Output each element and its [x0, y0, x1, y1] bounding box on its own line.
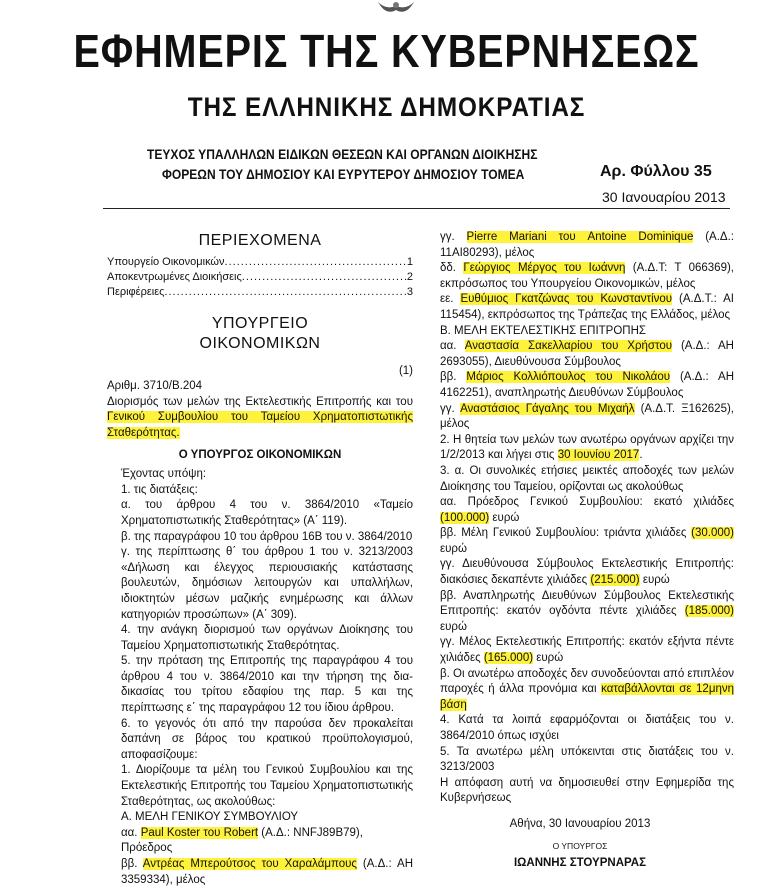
- coat-of-arms-emblem: [376, 0, 416, 16]
- paragraph: 1. Διορίζουμε τα μέλη του Γενικού Συμβουλίου και της Εκτελεστικής Επιτροπής του Ταμείου Χρηματοπιστωτικής Σταθερότητας, ως ακολούθως:: [121, 764, 413, 808]
- left-column: [107, 233, 413, 888]
- paragraph: 5. την πρόταση της Επιτροπής της παραγράφου 4 του άρθρου 4 του ν. 3864/2010 και την τήρηση της δια-δικασίας του τρίτου εδαφίου της παρ. 5 και της περίπτωσης ε΄ της παραγράφου 12 του ίδιου άρθρου.: [121, 655, 413, 715]
- member-entry: γγ. Pierre Mariani του Antoine Dominique (Α.Δ.: 11AI80293), μέλος: [440, 231, 734, 259]
- ministry-line-2: ΟΙΚΟΝΟΜΙΚΩΝ: [199, 334, 321, 352]
- issue-date: 30 Ιανουαρίου 2013: [602, 189, 726, 205]
- toc-leader: [225, 255, 407, 270]
- paragraph: 5. Τα ανωτέρω μέλη υπόκεινται στις διατάξεις του ν. 3213/2003: [440, 745, 734, 774]
- paragraph: Η απόφαση αυτή να δημοσιευθεί στην Εφημερίδα της Κυβερνήσεως: [440, 776, 734, 805]
- salary-entry: αα. Πρόεδρος Γενικού Συμβουλίου: εκατό χιλιάδες (100.000) ευρώ: [440, 496, 734, 524]
- paragraph: β. της παραγράφου 10 του άρθρου 16Β του ν. 3864/2010: [121, 530, 413, 543]
- section-heading: Α. ΜΕΛΗ ΓΕΝΙΚΟΥ ΣΥΜΒΟΥΛΙΟΥ: [121, 811, 299, 824]
- section-heading: Β. ΜΕΛΗ ΕΚΤΕΛΕΣΤΙΚΗΣ ΕΠΙΤΡΟΠΗΣ: [440, 324, 647, 337]
- salary-entry: γγ. Διευθύνουσα Σύμβουλος Εκτελεστικής Επιτροπής: διακόσιες δεκαπέντε χιλιάδες (215.000) ευρώ: [440, 558, 734, 587]
- paragraph: 1. τις διατάξεις:: [121, 483, 198, 496]
- toc-item[interactable]: [107, 270, 413, 285]
- decision-number: (1): [398, 364, 413, 377]
- highlight: Γεώργιος Μέργος του Ιωάννη: [463, 262, 626, 275]
- member-entry: δδ. Γεώργιος Μέργος του Ιωάννη (Α.Δ.Τ: Τ 066369), εκπρόσωπος του Υπουργείου Οικονομικών, μέλος: [440, 262, 735, 290]
- member-entry: γγ. Αναστάσιος Γάγαλης του Μιχαήλ (Α.Δ.Τ. Ξ162625), μέλος: [440, 402, 734, 431]
- member-entry: ββ. Μάριος Κολλιόπουλος του Νικολάου (Α.Δ.: ΑΗ 4162251), αναπληρωτής Διευθύνων Σύμβουλος: [440, 371, 734, 399]
- toc-item-page: 3: [406, 285, 413, 298]
- minister-heading: Ο ΥΠΟΥΡΓΟΣ ΟΙΚΟΝΟΜΙΚΩΝ: [178, 448, 342, 461]
- signature-role: Ο ΥΠΟΥΡΓΟΣ: [552, 840, 608, 851]
- highlight: Pierre Mariani του Antoine Dominique: [466, 231, 694, 243]
- paragraph: 3. α. Οι συνολικές ετήσιες μεικτές αποδοχές των μελών Διοίκησης του Ταμείου, ορίζονται ως ακολούθως: [440, 464, 734, 493]
- highlight: Paul Koster του Robert: [140, 826, 259, 839]
- toc-item[interactable]: [107, 255, 413, 270]
- paragraph: 6. το γεγονός ότι από την παρούσα δεν προκαλείται δαπάνη σε βάρος του κρατικού προϋπολογισμού, αποφασίζουμε:: [121, 717, 413, 761]
- toc-item-label: Υπουργείο Οικονομικών: [107, 255, 225, 268]
- highlight: (100.000): [440, 511, 490, 524]
- toc-item[interactable]: [107, 285, 413, 300]
- salary-entry: ββ. Μέλη Γενικού Συμβουλίου: τριάντα χιλιάδες (30.000) ευρώ: [440, 527, 734, 555]
- paragraph: 4. την ανάγκη διορισμού των οργάνων Διοίκησης του Ταμείου Χρηματοπιστωτικής Σταθερότητας.: [121, 624, 413, 652]
- highlight: (215.000): [590, 574, 640, 587]
- right-column: [426, 230, 734, 872]
- issue-leaf-number: Αρ. Φύλλου 35: [600, 163, 712, 180]
- paragraph: 2. Η θητεία των μελών των ανωτέρω οργάνων αρχίζει την 1/2/2013 και λήγει στις 30 Ιουνίου 2017.: [440, 433, 734, 462]
- toc-item-page: 2: [406, 270, 413, 283]
- salary-entry: γγ. Μέλος Εκτελεστικής Επιτροπής: εκατόν εξήντα πέντε χιλιάδες (165.000) ευρώ: [440, 636, 734, 665]
- toc-leader: [164, 285, 406, 300]
- highlight: Αναστασία Σακελλαρίου του Χρήστου: [464, 340, 673, 353]
- gazette-subtitle: ΤΗΣ ΕΛΛΗΝΙΚΗΣ ΔΗΜΟΚΡΑΤΙΑΣ: [187, 92, 586, 122]
- member-entry: αα. Paul Koster του Robert (Α.Δ.: NNFJ89B79), Πρόεδρος: [121, 826, 363, 855]
- toc-item-page: 1: [406, 255, 413, 268]
- highlight: 30 Ιουνίου 2017: [557, 449, 640, 462]
- ministry-heading: [107, 314, 413, 354]
- toc-heading: ΠΕΡΙΕΧΟΜΕΝΑ: [198, 232, 322, 249]
- ministry-line-1: ΥΠΟΥΡΓΕΙΟ: [211, 314, 309, 332]
- highlight: Γενικού Συμβουλίου του Ταμείου Χρηματοπιστωτικής Σταθερότητας.: [107, 411, 413, 439]
- toc-item-label: Αποκεντρωμένες Διοικήσεις: [107, 270, 242, 283]
- highlight: (165.000): [483, 652, 534, 665]
- decision-subject: Διορισμός των μελών της Εκτελεστικής Επιτροπής και του Γενικού Συμβουλίου του Ταμείου Χρηματοπιστωτικής Σταθερότητας.: [107, 395, 413, 439]
- paragraph: β. Οι ανωτέρω αποδοχές δεν συνοδεύονται από επιπλέον παροχές ή άλλα προνόμια και καταβάλλονται σε 12μηνη βάση: [440, 667, 734, 711]
- gazette-title: ΕΦΗΜΕΡΙΣ ΤΗΣ ΚΥΒΕΡΝΗΣΕΩΣ: [73, 25, 700, 77]
- highlight: καταβάλλονται σε 12μηνη βάση: [440, 683, 734, 711]
- highlight: Ευθύμιος Γκατζώνας του Κωνσταντίνου: [460, 293, 673, 306]
- paragraph: 4. Κατά τα λοιπά εφαρμόζονται οι διατάξεις του ν. 3864/2010 όπως ισχύει: [440, 714, 734, 742]
- having-regard: Έχοντας υπόψη:: [121, 468, 207, 481]
- highlight: Αντρέας Μπερούτσος του Χαραλάμπους: [142, 858, 357, 870]
- signature-name: ΙΩΑΝΝΗΣ ΣΤΟΥΡΝΑΡΑΣ: [513, 857, 647, 870]
- member-entry: αα. Αναστασία Σακελλαρίου του Χρήστου (Α.Δ.: ΑΗ 2693055), Διευθύνουσα Σύμβουλος: [440, 340, 734, 368]
- header-divider: [103, 208, 730, 209]
- member-entry: ββ. Αντρέας Μπερούτσος του Χαραλάμπους (Α.Δ.: ΑΗ 3359334), μέλος: [121, 858, 413, 886]
- paragraph: α. του άρθρου 4 του ν. 3864/2010 «Ταμείο Χρηματοπιστωτικής Σταθερότητας» (Α΄ 119).: [121, 499, 413, 527]
- toc-item-label: Περιφέρειες: [107, 285, 165, 298]
- toc-leader: [242, 270, 407, 285]
- highlight: Αναστάσιος Γάγαλης του Μιχαήλ: [460, 402, 635, 415]
- highlight: (30.000): [691, 527, 734, 540]
- issue-line-1: ΤΕΥΧΟΣ ΥΠΑΛΛΗΛΩΝ ΕΙΔΙΚΩΝ ΘΕΣΕΩΝ ΚΑΙ ΟΡΓΑΝΩΝ ΔΙΟΙΚΗΣΗΣ: [147, 146, 538, 162]
- paragraph: γ. της περίπτωσης θ΄ του άρθρου 1 του ν. 3213/2003 «Δήλωση και έλεγχος περιουσιακής κατάστασης βουλευτών, δημόσιων λειτουργών και υπαλλήλων, ιδιοκτητών μέσων μαζικής ενημέρωσης και άλλων κατηγοριών προσώπων» (Α΄ 309).: [121, 546, 413, 621]
- decision-ref: Αριθμ. 3710/Β.204: [107, 380, 203, 393]
- salary-entry: ββ. Αναπληρωτής Διευθύνων Σύμβουλος Εκτελεστικής Επιτροπής: εκατόν ογδόντα πέντε χιλιάδες (185.000) ευρώ: [440, 589, 734, 633]
- highlight: Μάριος Κολλιόπουλος του Νικολάου: [466, 371, 671, 384]
- signature-place-date: Αθήνα, 30 Ιανουαρίου 2013: [509, 817, 651, 830]
- member-entry: εε. Ευθύμιος Γκατζώνας του Κωνσταντίνου (Α.Δ.Τ.: ΑΙ 115454), εκπρόσωπος της Τράπεζας της Ελλάδος, μέλος: [440, 293, 734, 321]
- issue-line-2: ΦΟΡΕΩΝ ΤΟΥ ΔΗΜΟΣΙΟΥ ΚΑΙ ΕΥΡΥΤΕΡΟΥ ΔΗΜΟΣΙΟΥ ΤΟΜΕΑ: [162, 166, 525, 182]
- highlight: (185.000): [684, 605, 734, 618]
